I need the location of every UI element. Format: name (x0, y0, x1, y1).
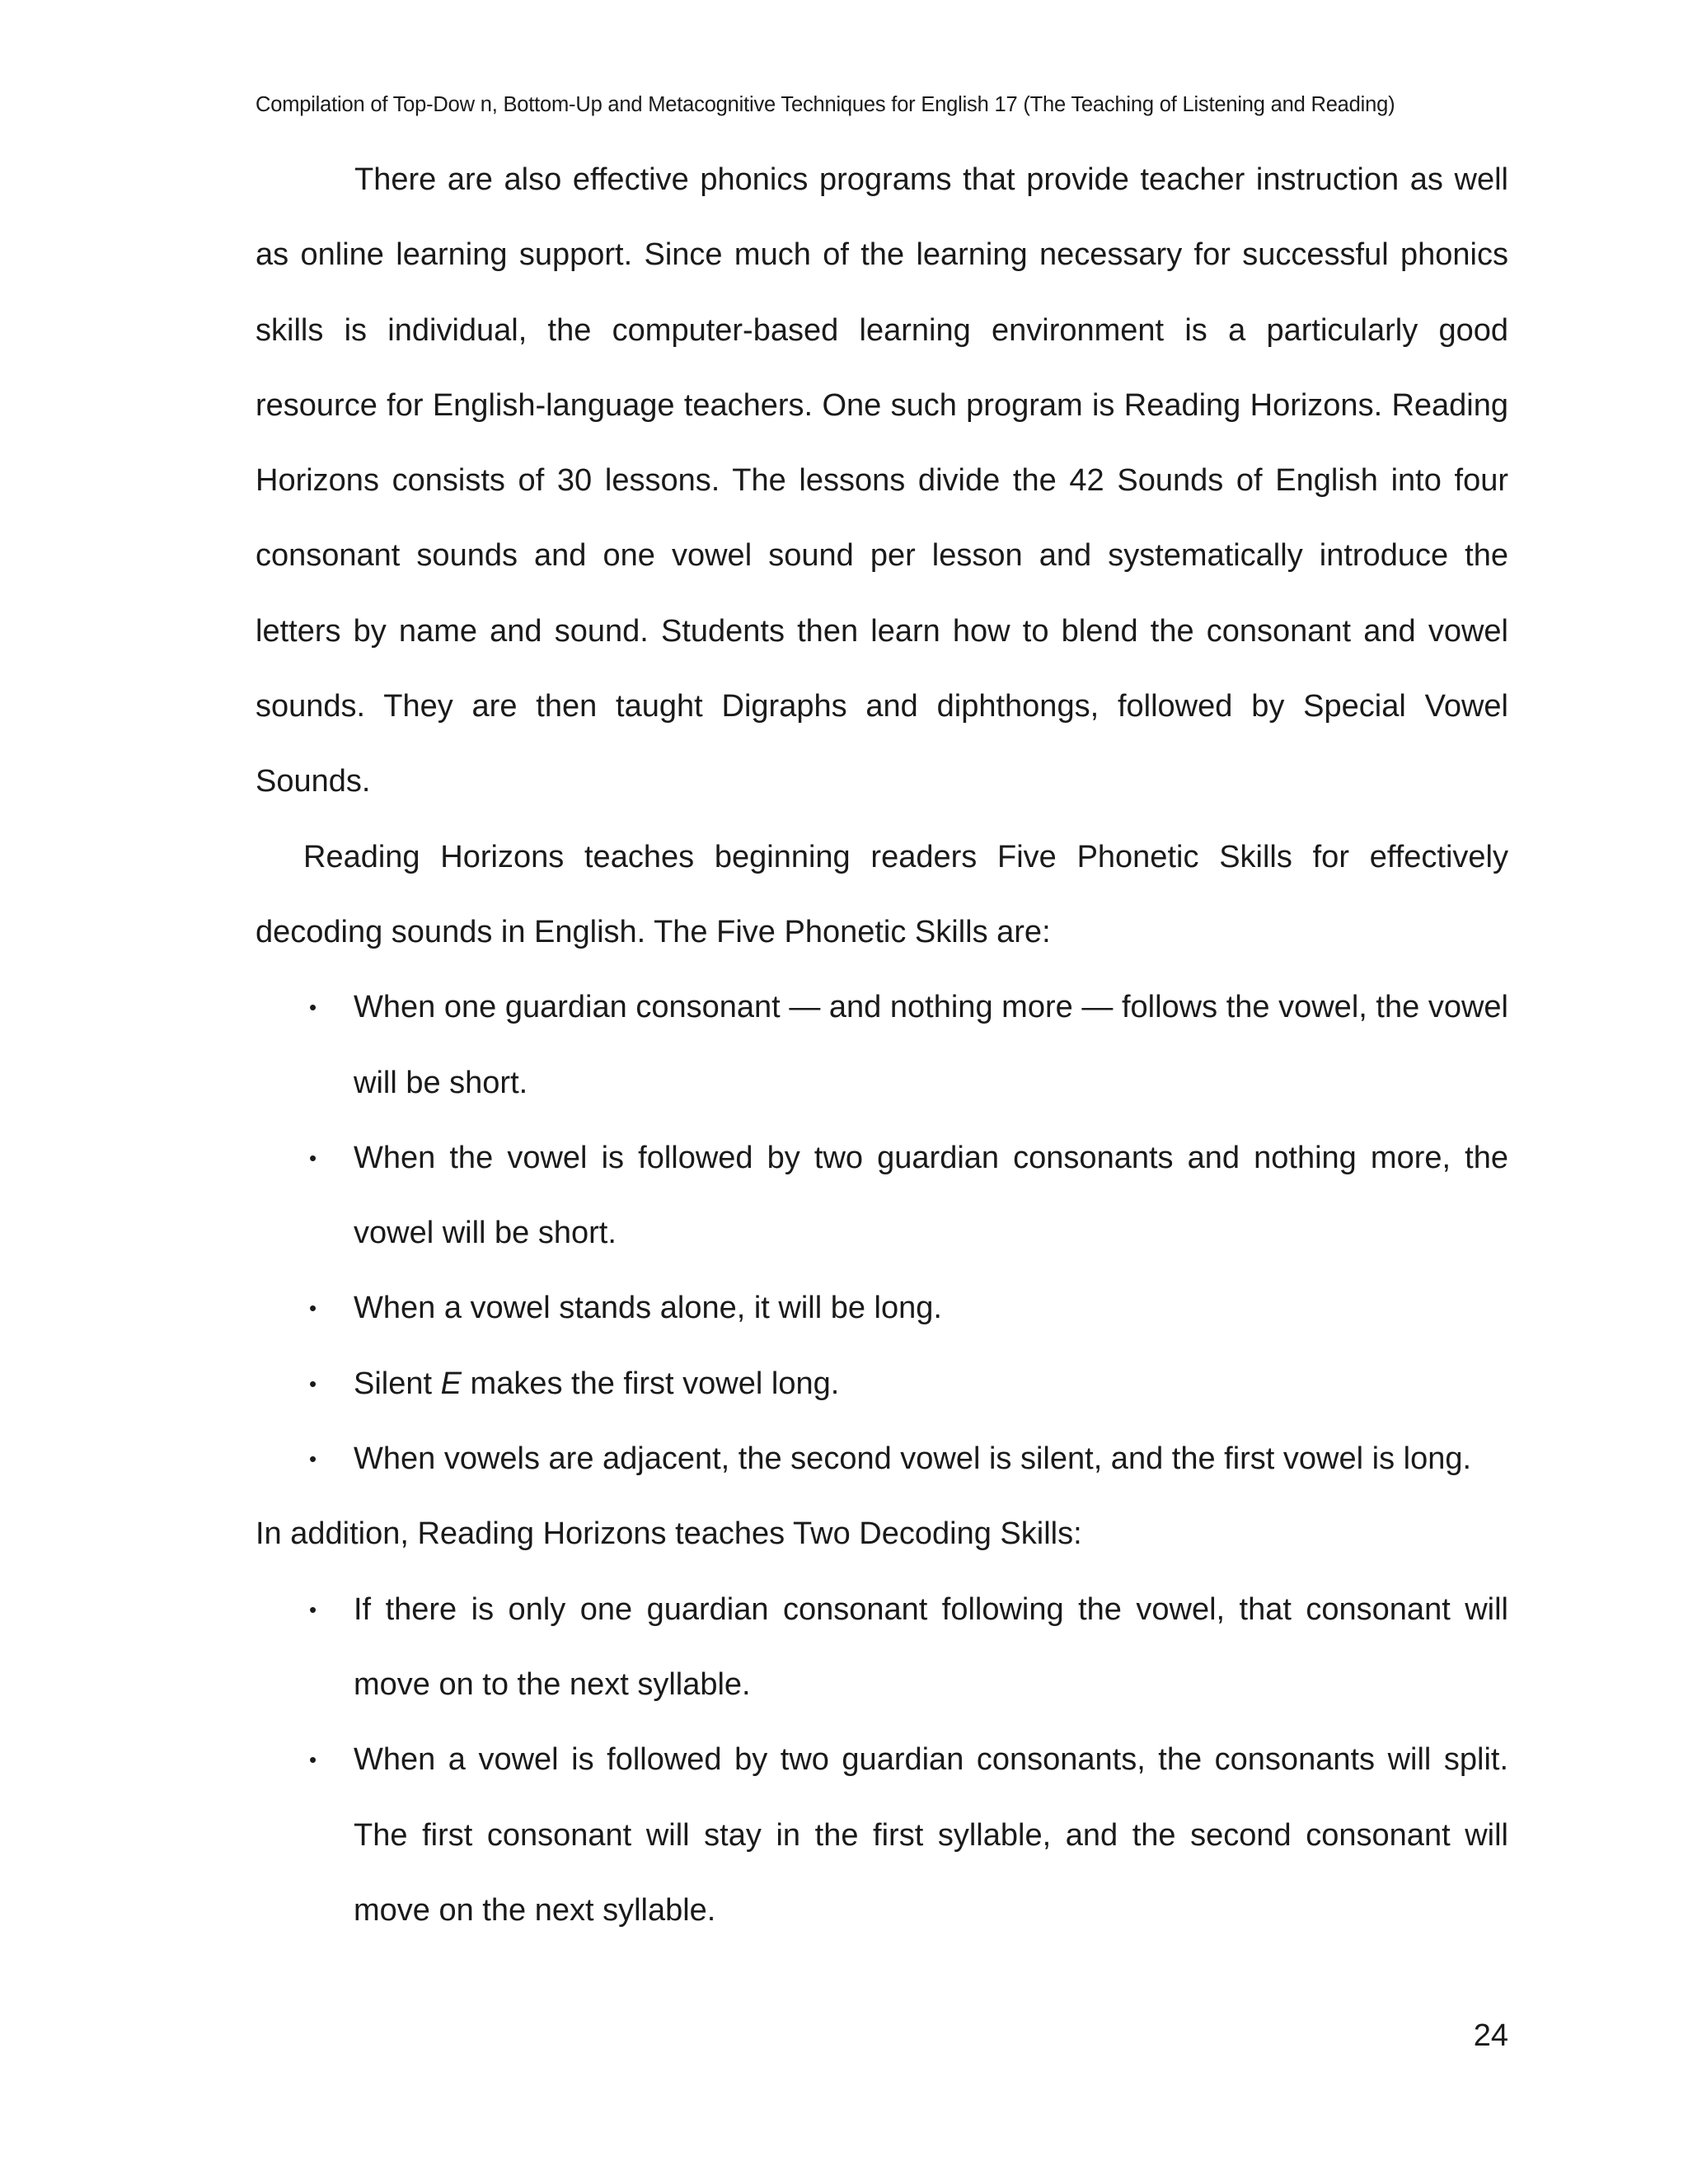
list-item-text-before: Silent (354, 1366, 441, 1401)
list-item (256, 1121, 1508, 1272)
bullet-icon (309, 1271, 316, 1346)
bullet-icon (309, 1121, 316, 1196)
list-item (256, 1422, 1508, 1497)
phonetic-skills-list (256, 970, 1508, 1497)
page-number: 24 (1473, 2018, 1508, 2053)
list-item-text: When vowels are adjacent, the second vowel is silent, and the first vowel is long. (354, 1441, 1472, 1477)
page-body (256, 143, 1508, 1948)
list-item (256, 970, 1508, 1121)
list-item-text: When the vowel is followed by two guardian consonants and nothing more, the vowel will be short. (354, 1140, 1508, 1251)
list-item (256, 1347, 1508, 1422)
bullet-icon (309, 1347, 316, 1422)
list-item (256, 1572, 1508, 1723)
running-header: Compilation of Top-Dow n, Bottom-Up and Metacognitive Techniques for English 17 (The Teaching of Listening and Reading) (256, 93, 1395, 116)
list-item (256, 1271, 1508, 1346)
paragraph-five-phonetic-skills-intro: Reading Horizons teaches beginning readers Five Phonetic Skills for effectively decoding sounds in English. The Five Phonetic Skills are: (256, 839, 1508, 949)
decoding-skills-list (256, 1572, 1508, 1948)
bullet-icon (309, 1722, 316, 1797)
list-item-text-after: makes the first vowel long. (461, 1366, 840, 1401)
bullet-icon (309, 1422, 316, 1497)
bullet-icon (309, 1572, 316, 1647)
italic-letter-e: E (440, 1366, 462, 1401)
list-item (256, 1722, 1508, 1948)
paragraph-decoding-skills-intro: In addition, Reading Horizons teaches Two Decoding Skills: (256, 1516, 1082, 1552)
paragraph-phonics-programs: There are also effective phonics programs that provide teacher instruction as well as online learning support. Since much of the learning necessary for successful phonics skills is individual, the computer-based learning environment is a particularly good resource for English-language teachers. One such program is Reading Horizons. Reading Horizons consists of 30 lessons. The lessons divide the 42 Sounds of English into four consonant sounds and one vowel sound per lesson and systematically introduce the letters by name and sound. Students then learn how to blend the consonant and vowel sounds. They are then taught Digraphs and diphthongs, followed by Special Vowel Sounds. (256, 162, 1508, 799)
list-item-text: When one guardian consonant — and nothing more — follows the vowel, the vowel will be short. (354, 990, 1508, 1100)
list-item-text: When a vowel is followed by two guardian consonants, the consonants will split. The first consonant will stay in the first syllable, and the second consonant will move on the next syllable. (354, 1742, 1508, 1928)
bullet-icon (309, 970, 316, 1045)
list-item-text: If there is only one guardian consonant following the vowel, that consonant will move on to the next syllable. (354, 1591, 1508, 1702)
list-item-text: When a vowel stands alone, it will be long. (354, 1291, 942, 1326)
